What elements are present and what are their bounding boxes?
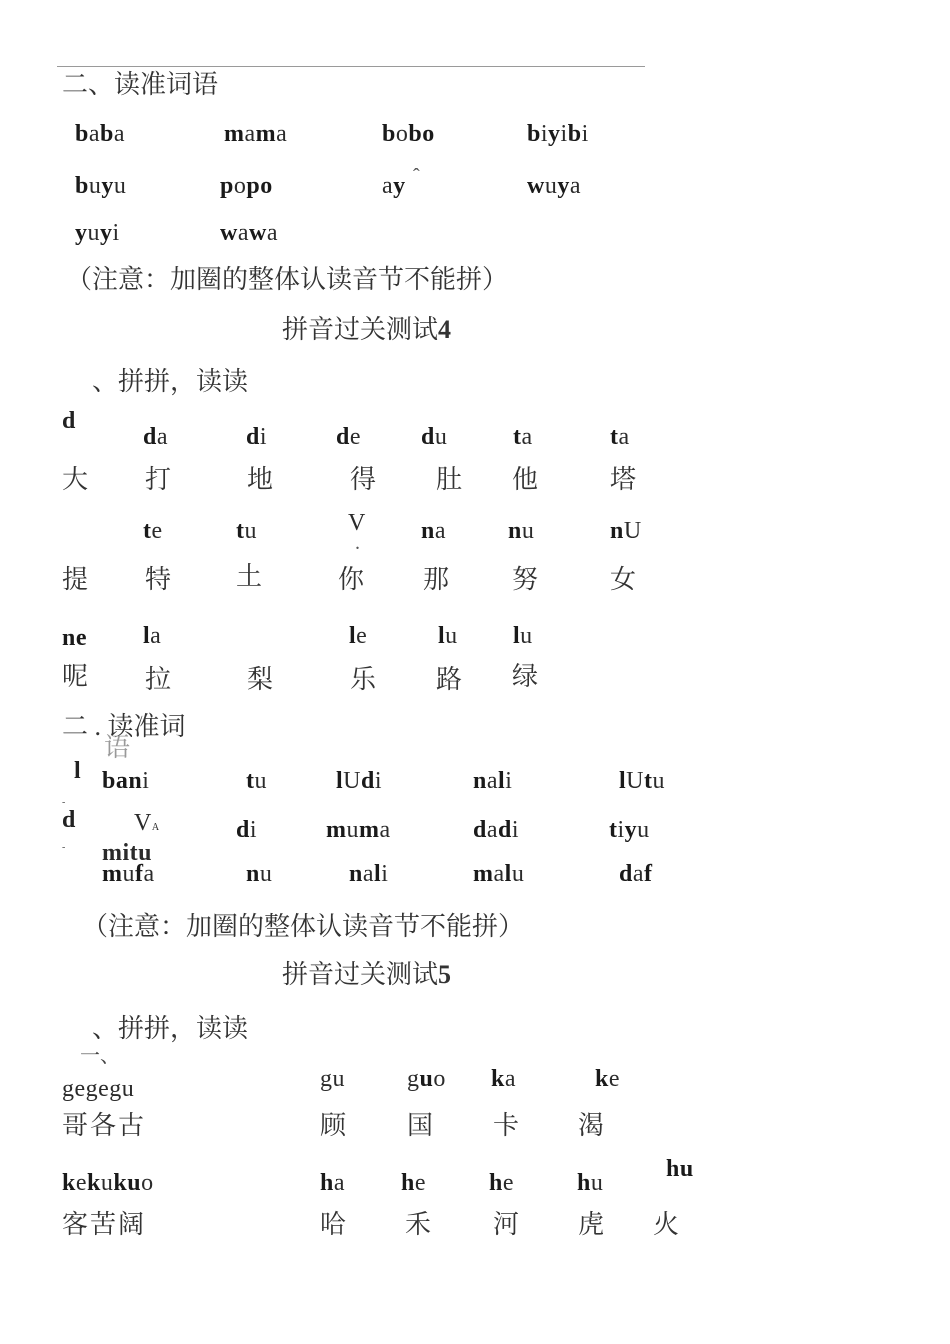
test4-pinyin-le: le — [349, 623, 368, 649]
test4-word-tu: tu — [246, 768, 267, 794]
test4-word-muma: muma — [326, 817, 391, 843]
test4-hanzi-row2-4: 你 — [338, 565, 367, 594]
test4-title: 拼音过关测试4 — [282, 315, 452, 344]
test4-hanzi-row3-5: 路 — [436, 665, 465, 694]
test5-hanzi-row1-2: 顾 — [320, 1111, 349, 1140]
pinyin-word-wuya: wuya — [527, 173, 581, 199]
test4-hanzi-row3-2: 拉 — [145, 665, 174, 694]
test5-pinyin-gegegu: gegegu — [62, 1076, 135, 1102]
test5-hanzi-row1-1: 哥各古 — [62, 1111, 147, 1140]
test4-pinyin-tu: tu — [236, 518, 257, 544]
test4-hanzi-1: 大 — [62, 465, 91, 494]
test5-hanzi-row2-4: 河 — [493, 1210, 522, 1239]
test4-hanzi-row2-7: 女 — [610, 565, 639, 594]
test4-hanzi-row3-4: 乐 — [350, 665, 379, 694]
test4-dot-mark: . — [355, 532, 360, 554]
test4-pinyin-di: di — [246, 424, 268, 450]
test4-left-fragment-d: d — [62, 807, 76, 833]
test4-pinyin-la: la — [143, 623, 162, 649]
test4-left-fragment-l: l — [74, 758, 81, 784]
test5-title: 拼音过关测试5 — [282, 960, 452, 989]
test4-hanzi-6: 他 — [512, 465, 541, 494]
pinyin-word-yuyi: yuyi — [75, 220, 120, 246]
test5-hanzi-row2-3: 禾 — [405, 1210, 434, 1239]
test4-word-malu: malu — [473, 861, 525, 887]
top-divider-line — [57, 66, 645, 67]
test4-read-heading-tail: 语 — [104, 733, 131, 762]
test4-hanzi-row2-2: 特 — [145, 565, 174, 594]
test4-pinyin-da: da — [143, 424, 169, 450]
test4-hanzi-row2-3: 土 — [236, 562, 265, 591]
test4-word-nu: nu — [246, 861, 273, 887]
test5-pinyin-guo: guo — [407, 1066, 446, 1092]
test4-word-nali: nali — [473, 768, 513, 794]
test5-hanzi-row1-5: 渴 — [578, 1111, 607, 1140]
test4-pinyin-ta: ta — [513, 424, 533, 450]
test4-hanzi-7: 塔 — [610, 465, 639, 494]
test4-hanzi-row2-6: 努 — [512, 565, 541, 594]
pinyin-word-bobo: bobo — [382, 121, 435, 147]
test4-pinyin-fragment: d — [62, 408, 76, 434]
test4-left-tick-2: - — [62, 842, 66, 853]
test4-pinyin-v-mark: V — [348, 510, 366, 536]
test4-hanzi-row3-3: 梨 — [247, 665, 276, 694]
test4-hanzi-3: 地 — [247, 465, 276, 494]
test5-pinyin-hu-2: hu — [666, 1156, 694, 1182]
test5-pinyin-ha: ha — [320, 1170, 346, 1196]
test5-spell-heading: 、拼拼，读读 — [92, 1014, 249, 1043]
test4-word-nali-2: nali — [349, 861, 389, 887]
test4-pinyin-nU: nU — [610, 518, 642, 544]
test5-hanzi-row2-2: 哈 — [320, 1210, 349, 1239]
test4-word-lUtu: lUtu — [619, 768, 666, 794]
test5-hanzi-row2-5: 虎 — [578, 1210, 607, 1239]
test4-word-partial-mitu: mitu — [102, 840, 152, 866]
test5-hanzi-row2-1: 客苦阔 — [62, 1210, 147, 1239]
test5-pinyin-he-2: he — [489, 1170, 515, 1196]
pinyin-word-mama: mama — [224, 121, 288, 147]
test4-word-va: VA — [134, 810, 160, 836]
test4-word-tiyu: tiyu — [609, 817, 650, 843]
test5-pinyin-kekukuo: kekukuo — [62, 1170, 154, 1196]
test4-hanzi-row3-1: 呢 — [62, 662, 91, 691]
test4-word-di: di — [236, 817, 258, 843]
test4-hanzi-row3-6: 绿 — [512, 662, 541, 691]
test4-pinyin-de: de — [336, 424, 362, 450]
pinyin-word-baba: baba — [75, 121, 126, 147]
test4-pinyin-lu: lu — [438, 623, 458, 649]
test4-read-heading: 二 . 读准词 — [62, 712, 186, 741]
test4-left-tick-1: - — [62, 797, 66, 808]
test4-pinyin-du: du — [421, 424, 448, 450]
test5-pinyin-ka: ka — [491, 1066, 517, 1092]
test4-pinyin-ta-2: ta — [610, 424, 630, 450]
test4-pinyin-te: te — [143, 518, 163, 544]
test4-pinyin-nu: nu — [508, 518, 535, 544]
test4-pinyin-na: na — [421, 518, 447, 544]
test4-hanzi-4: 得 — [350, 465, 379, 494]
pinyin-word-biyibi: biyibi — [527, 121, 589, 147]
test4-pinyin-lu-2: lu — [513, 623, 533, 649]
pinyin-word-buyu: buyu — [75, 173, 127, 199]
test5-pinyin-gu: gu — [320, 1066, 345, 1092]
pinyin-word-wawa: wawa — [220, 220, 278, 246]
test4-pinyin-ne: ne — [62, 625, 87, 651]
test4-spell-heading: 、拼拼，读读 — [92, 367, 249, 396]
test5-heading-prefix: 一、 — [80, 1045, 120, 1067]
test4-word-mufa: mufa — [102, 861, 155, 887]
test5-pinyin-he: he — [401, 1170, 427, 1196]
caret-mark: ˆ — [413, 165, 420, 187]
test4-hanzi-5: 肚 — [436, 465, 465, 494]
test5-hanzi-row1-3: 国 — [407, 1111, 436, 1140]
test4-hanzi-2: 打 — [145, 465, 174, 494]
pinyin-word-ay: ay — [382, 173, 406, 199]
test5-pinyin-hu: hu — [577, 1170, 604, 1196]
test5-pinyin-ke: ke — [595, 1066, 621, 1092]
test4-hanzi-row2-5: 那 — [423, 565, 452, 594]
test4-word-daf: daf — [619, 861, 653, 887]
test4-note-circled-syllables: （注意：加圈的整体认读音节不能拼） — [82, 912, 525, 941]
test4-word-dadi: dadi — [473, 817, 520, 843]
test4-word-lUdi: lUdi — [336, 768, 383, 794]
section-heading-read-words: 二、读准词语 — [62, 70, 219, 99]
test4-word-bani: bani — [102, 768, 150, 794]
test5-hanzi-row1-4: 卡 — [493, 1111, 522, 1140]
test5-hanzi-row2-6: 火 — [653, 1210, 682, 1239]
test4-hanzi-row2-1: 提 — [62, 565, 91, 594]
pinyin-word-popo: popo — [220, 173, 273, 199]
note-circled-syllables: （注意：加圈的整体认读音节不能拼） — [66, 265, 509, 294]
